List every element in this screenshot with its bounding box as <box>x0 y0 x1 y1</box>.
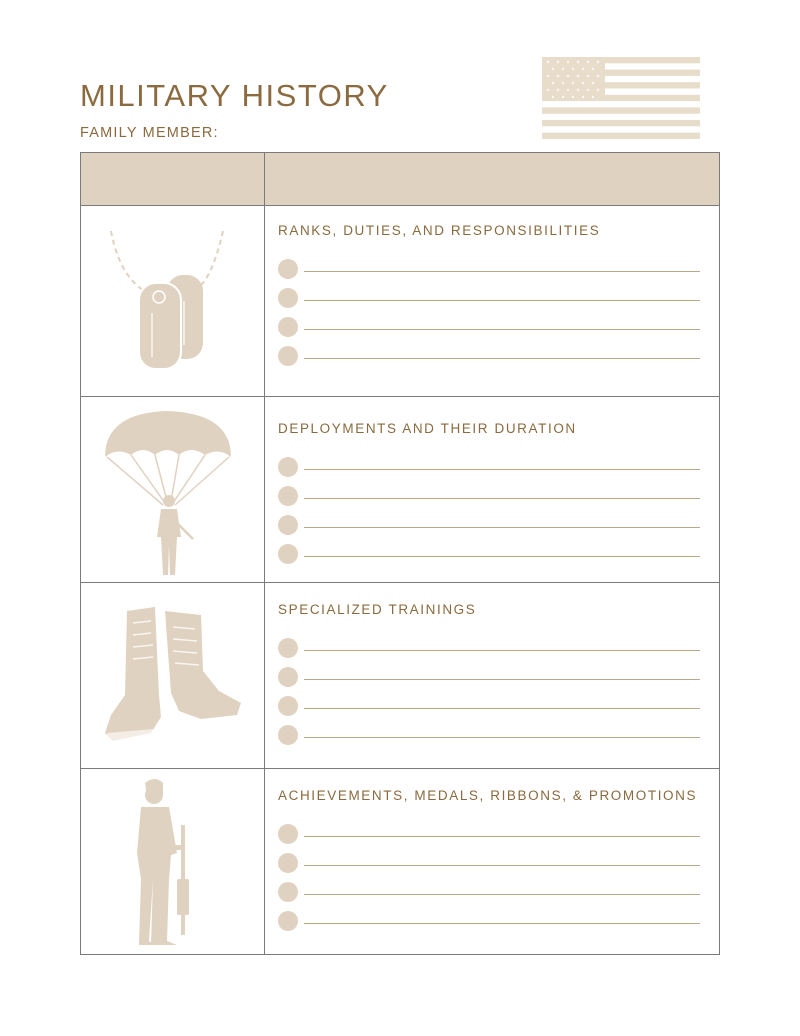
section-heading: DEPLOYMENTS AND THEIR DURATION <box>278 421 577 436</box>
bullet-dot <box>278 457 298 477</box>
dog-tags-icon <box>81 205 264 397</box>
list-item[interactable] <box>278 696 703 718</box>
writing-line <box>304 865 700 866</box>
table-header-row <box>81 153 719 206</box>
writing-line <box>304 923 700 924</box>
bullet-dot <box>278 515 298 535</box>
history-table <box>80 152 720 955</box>
bullet-dot <box>278 638 298 658</box>
list-item[interactable] <box>278 288 703 310</box>
soldier-with-rifle-icon <box>81 769 264 954</box>
writing-line <box>304 894 700 895</box>
bullet-dot <box>278 696 298 716</box>
bullet-dot <box>278 544 298 564</box>
section-ranks-duties <box>81 205 719 397</box>
writing-line <box>304 737 700 738</box>
paratrooper-icon <box>81 397 264 583</box>
list-item[interactable] <box>278 911 703 933</box>
bullet-dot <box>278 259 298 279</box>
bullet-dot <box>278 346 298 366</box>
writing-line <box>304 556 700 557</box>
bullet-dot <box>278 486 298 506</box>
writing-line <box>304 836 700 837</box>
writing-line <box>304 527 700 528</box>
list-item[interactable] <box>278 853 703 875</box>
section-deployments <box>81 397 719 583</box>
list-item[interactable] <box>278 667 703 689</box>
american-flag-icon <box>542 57 700 139</box>
writing-line <box>304 469 700 470</box>
writing-line <box>304 708 700 709</box>
section-heading: SPECIALIZED TRAININGS <box>278 602 477 617</box>
bullet-dot <box>278 882 298 902</box>
list-item[interactable] <box>278 317 703 339</box>
section-heading: RANKS, DUTIES, AND RESPONSIBILITIES <box>278 223 601 238</box>
writing-line <box>304 650 700 651</box>
family-member-label: FAMILY MEMBER: <box>80 125 219 141</box>
writing-line <box>304 271 700 272</box>
bullet-dot <box>278 725 298 745</box>
list-item[interactable] <box>278 638 703 660</box>
bullet-dot <box>278 853 298 873</box>
section-trainings <box>81 583 719 769</box>
list-item[interactable] <box>278 725 703 747</box>
writing-line <box>304 358 700 359</box>
writing-line <box>304 498 700 499</box>
list-item[interactable] <box>278 457 703 479</box>
list-item[interactable] <box>278 515 703 537</box>
bullet-dot <box>278 317 298 337</box>
combat-boots-icon <box>81 583 264 769</box>
list-item[interactable] <box>278 259 703 281</box>
section-heading: ACHIEVEMENTS, MEDALS, RIBBONS, & PROMOTIONS <box>278 788 698 803</box>
list-item[interactable] <box>278 882 703 904</box>
list-item[interactable] <box>278 486 703 508</box>
writing-line <box>304 300 700 301</box>
bullet-dot <box>278 911 298 931</box>
list-item[interactable] <box>278 346 703 368</box>
list-item[interactable] <box>278 824 703 846</box>
section-achievements <box>81 769 719 954</box>
bullet-dot <box>278 824 298 844</box>
writing-line <box>304 679 700 680</box>
bullet-dot <box>278 667 298 687</box>
page-title: MILITARY HISTORY <box>80 78 389 113</box>
list-item[interactable] <box>278 544 703 566</box>
bullet-dot <box>278 288 298 308</box>
writing-line <box>304 329 700 330</box>
